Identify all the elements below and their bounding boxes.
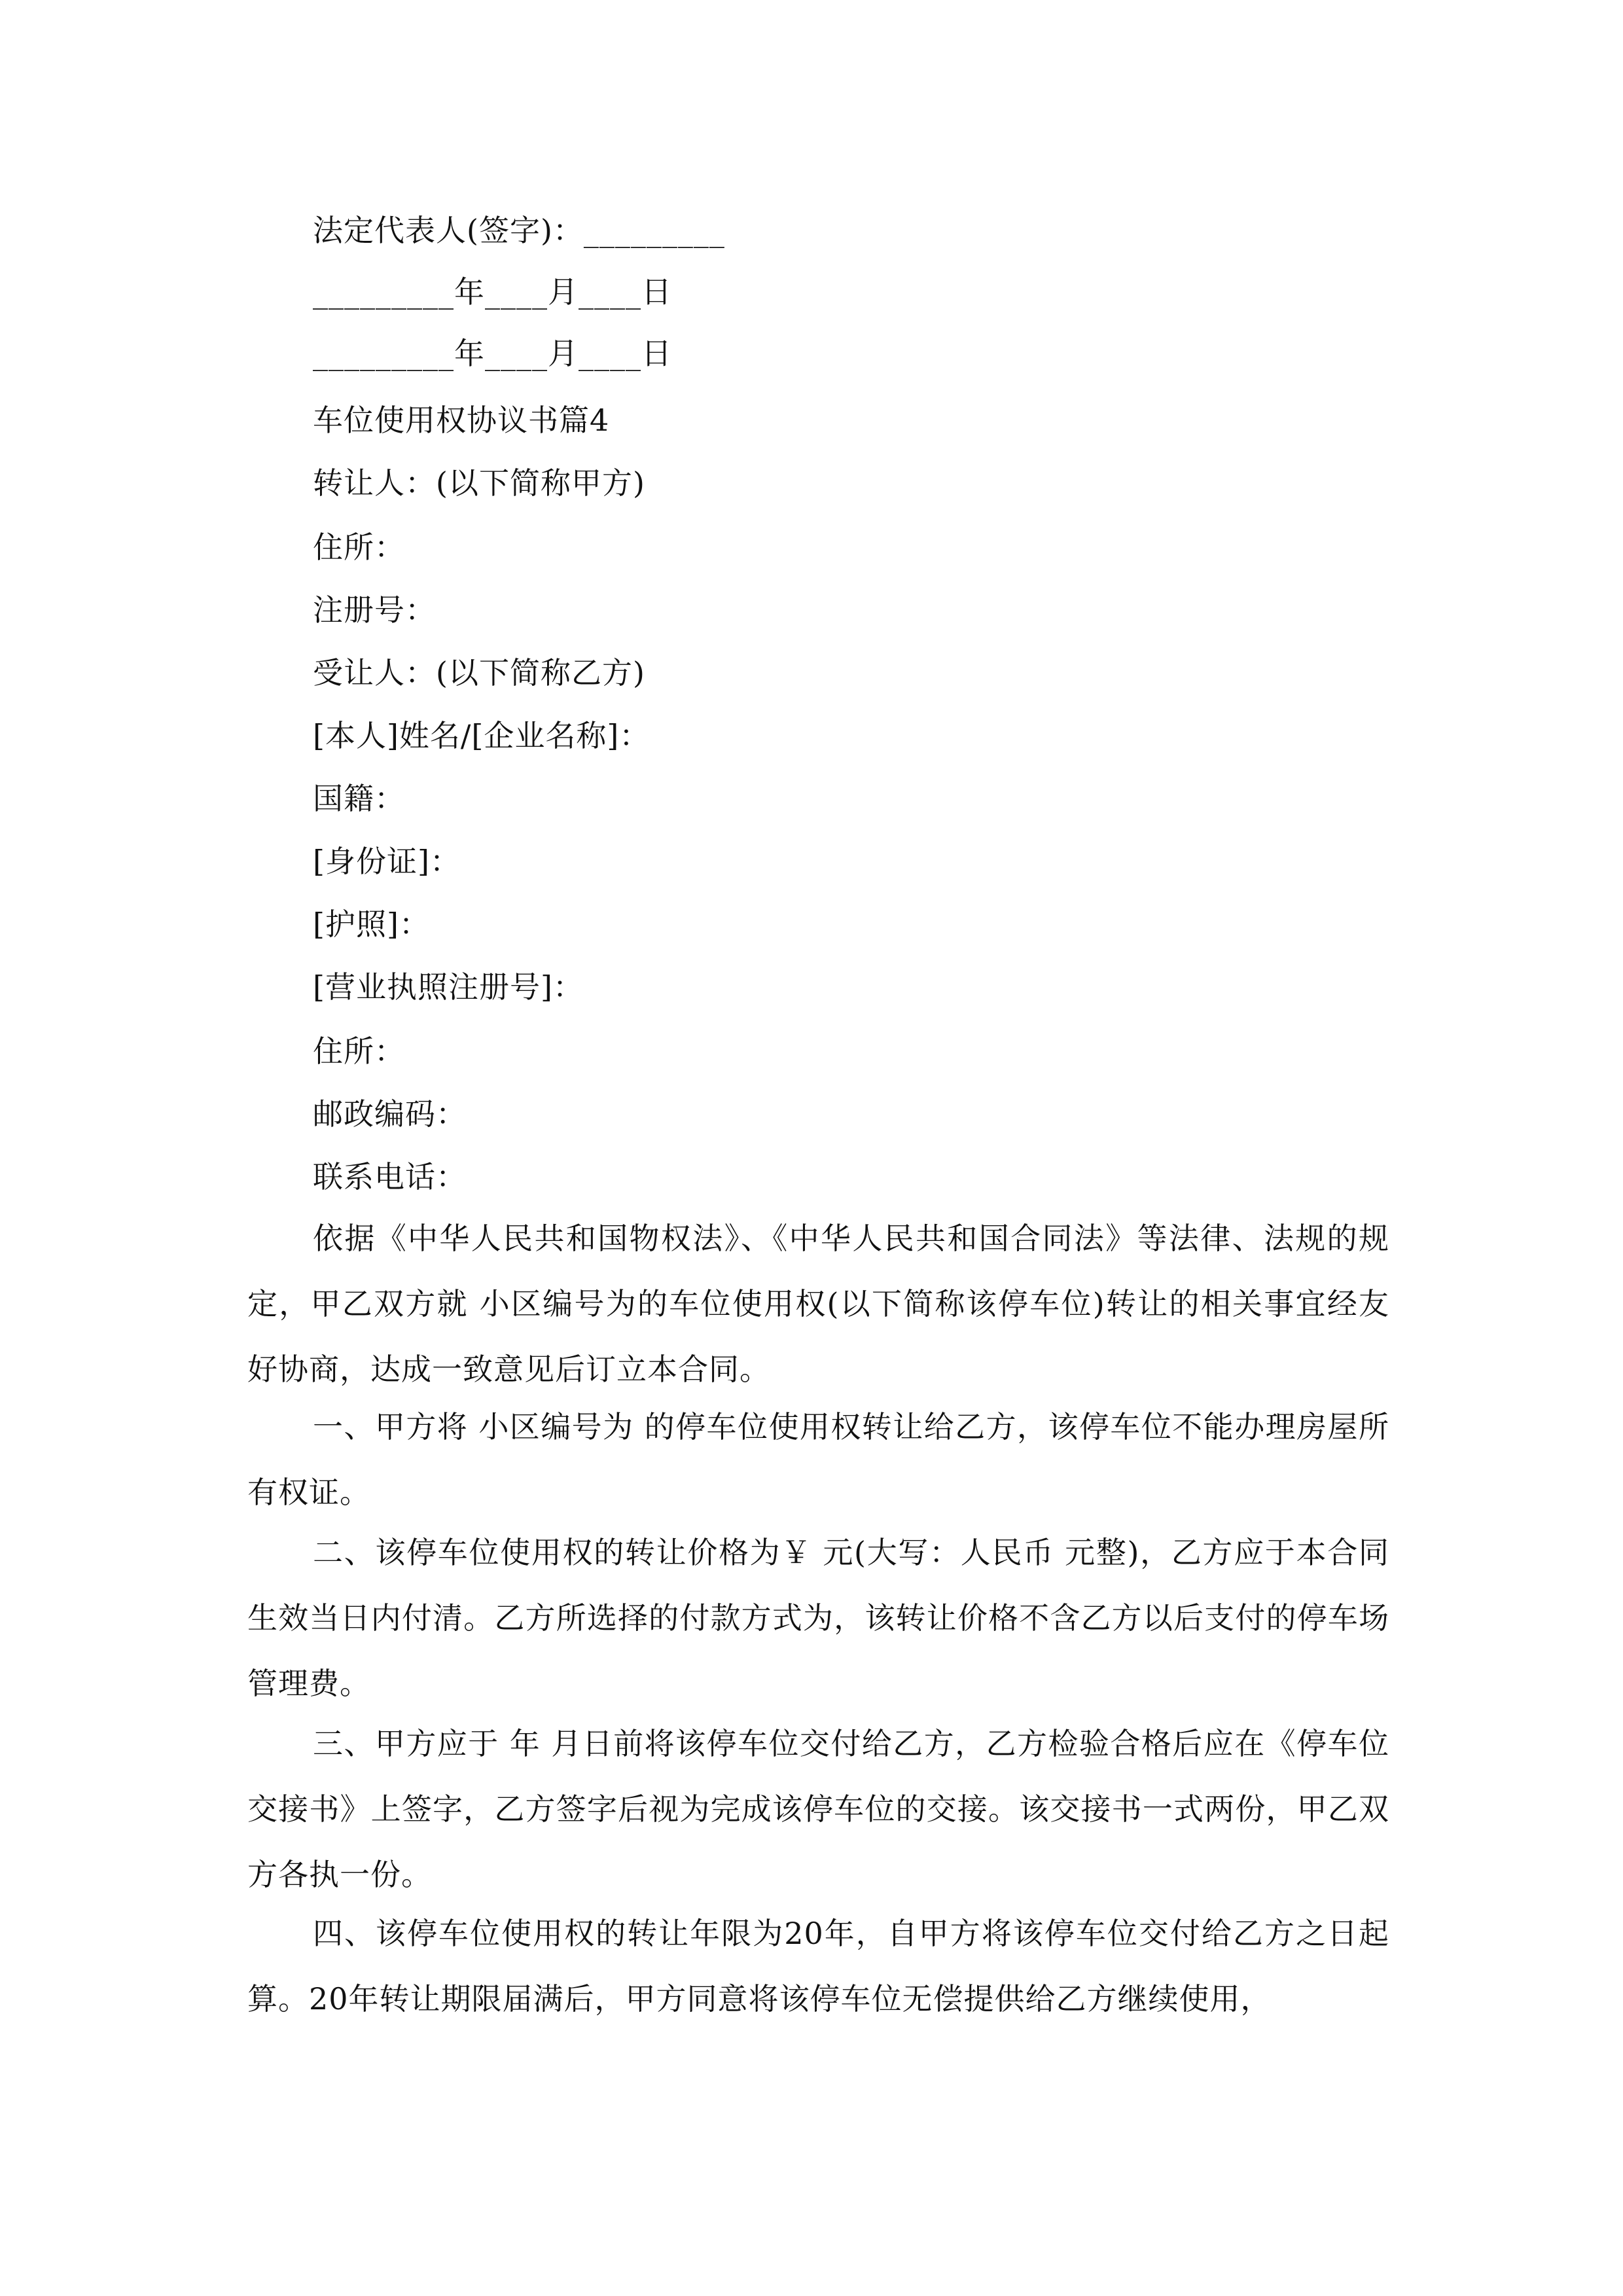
phone-label: 联系电话：	[313, 1159, 467, 1194]
business-license-label: [营业执照注册号]：	[313, 969, 584, 1005]
legal-representative-signature-line: 法定代表人(签字)：_________	[313, 213, 725, 248]
postal-code-label: 邮政编码：	[313, 1096, 467, 1132]
nationality-label: 国籍：	[313, 781, 405, 816]
clause-4-paragraph: 四、该停车位使用权的转让年限为20年，自甲方将该停车位交付给乙方之日起算。20年转让期限届满后，甲方同意将该停车位无偿提供给乙方继续使用，	[247, 1916, 1389, 2017]
passport-label: [护照]：	[313, 906, 430, 942]
clause-3-paragraph: 三、甲方应于 年 月日前将该停车位交付给乙方，乙方检验合格后应在《停车位交接书》上签字，乙方签字后视为完成该停车位的交接。该交接书一式两份，甲乙双方各执一份。	[247, 1726, 1389, 1892]
transferor-address-label: 住所：	[313, 529, 405, 565]
transferor-label: 转让人：(以下简称甲方)	[313, 465, 645, 501]
registration-number-label: 注册号：	[313, 592, 436, 628]
transferee-label: 受让人：(以下简称乙方)	[313, 655, 645, 691]
name-or-company-label: [本人]姓名/[企业名称]：	[313, 718, 651, 753]
clause-2-paragraph: 二、该停车位使用权的转让价格为￥ 元(大写：人民币 元整)，乙方应于本合同生效当日内付清。乙方所选择的付款方式为，该转让价格不含乙方以后支付的停车场管理费。	[247, 1535, 1389, 1701]
date-line: _________年____月____日	[313, 336, 672, 371]
transferee-address-label: 住所：	[313, 1033, 405, 1069]
id-card-label: [身份证]：	[313, 844, 461, 879]
intro-paragraph: 依据《中华人民共和国物权法》、《中华人民共和国合同法》等法律、法规的规定，甲乙双方就 小区编号为的车位使用权(以下简称该停车位)转让的相关事宜经友好协商，达成一致意见后订立本合同。	[247, 1221, 1389, 1387]
clause-1-paragraph: 一、甲方将 小区编号为 的停车位使用权转让给乙方，该停车位不能办理房屋所有权证。	[247, 1409, 1389, 1510]
date-line: _________年____月____日	[313, 274, 672, 310]
section-title: 车位使用权协议书篇4	[313, 403, 610, 438]
